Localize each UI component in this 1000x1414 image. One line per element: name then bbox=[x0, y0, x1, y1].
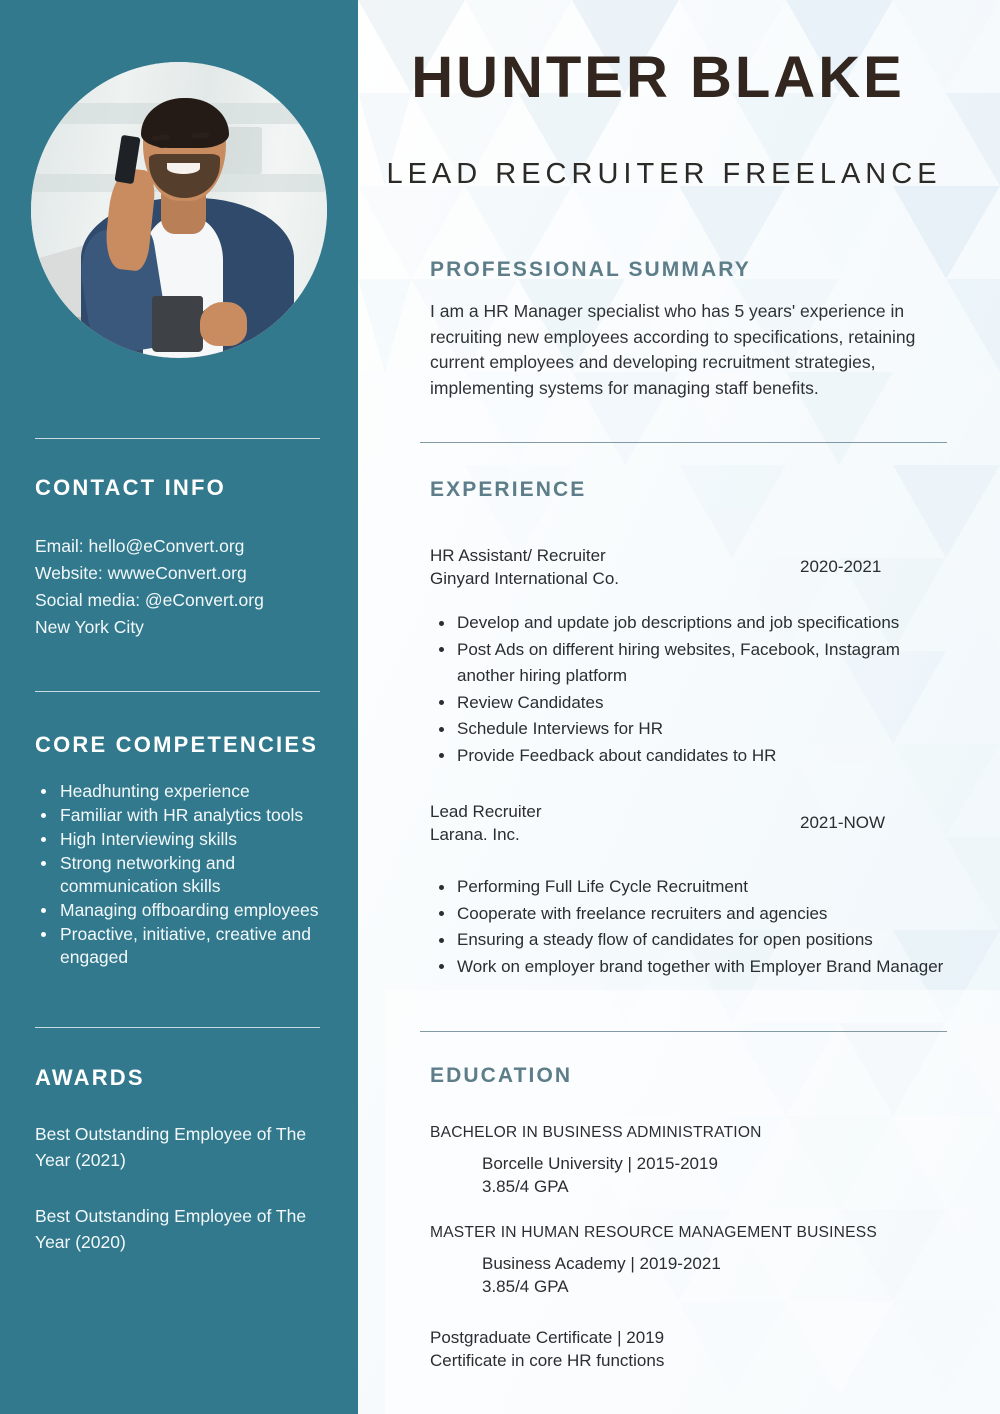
list-item: Familiar with HR analytics tools bbox=[35, 804, 335, 827]
list-item: Work on employer brand together with Employer Brand Manager bbox=[430, 954, 960, 981]
certificate-entry bbox=[430, 1326, 960, 1372]
education-gpa: 3.85/4 GPA bbox=[482, 1277, 569, 1296]
education-school: Borcelle University | 2015-2019 bbox=[482, 1154, 718, 1173]
list-item: Review Candidates bbox=[430, 690, 960, 717]
experience-entry bbox=[430, 800, 960, 980]
job-role: HR Assistant/ Recruiter bbox=[430, 546, 606, 565]
professional-summary-section bbox=[430, 258, 952, 401]
contact-info-title: CONTACT INFO bbox=[35, 475, 226, 500]
list-item: Proactive, initiative, creative and engaged bbox=[35, 923, 335, 969]
certificate-description: Certificate in core HR functions bbox=[430, 1351, 665, 1370]
list-item: Ensuring a steady flow of candidates for open positions bbox=[430, 927, 960, 954]
award-item: Best Outstanding Employee of The Year (2021) bbox=[35, 1124, 307, 1170]
list-item: Strong networking and communication skills bbox=[35, 852, 335, 898]
core-competencies-section bbox=[35, 732, 335, 970]
list-item: Schedule Interviews for HR bbox=[430, 716, 960, 743]
education-school: Business Academy | 2019-2021 bbox=[482, 1254, 721, 1273]
sidebar-divider-3 bbox=[35, 1027, 320, 1028]
divider-before-education bbox=[420, 1031, 947, 1032]
contact-website[interactable]: Website: wwweConvert.org bbox=[35, 563, 247, 583]
list-item: Cooperate with freelance recruiters and agencies bbox=[430, 901, 960, 928]
education-degree: MASTER IN HUMAN RESOURCE MANAGEMENT BUSINESS bbox=[430, 1224, 877, 1241]
list-item: Post Ads on different hiring websites, Facebook, Instagram another hiring platform bbox=[430, 637, 960, 690]
main-content bbox=[358, 0, 1000, 1414]
portrait-photo bbox=[31, 62, 327, 358]
divider-after-summary bbox=[420, 442, 947, 443]
education-gpa: 3.85/4 GPA bbox=[482, 1177, 569, 1196]
sidebar bbox=[0, 0, 358, 1414]
contact-location: New York City bbox=[35, 617, 144, 637]
experience-title: EXPERIENCE bbox=[430, 478, 587, 501]
contact-lines bbox=[35, 533, 335, 641]
certificate-title: Postgraduate Certificate | 2019 bbox=[430, 1328, 665, 1347]
sidebar-divider-2 bbox=[35, 691, 320, 692]
contact-social[interactable]: Social media: @eConvert.org bbox=[35, 590, 264, 610]
awards-section bbox=[35, 1065, 335, 1255]
education-title: EDUCATION bbox=[430, 1064, 573, 1087]
avatar bbox=[31, 62, 327, 358]
contact-email[interactable]: Email: hello@eConvert.org bbox=[35, 536, 245, 556]
job-role-subtitle: LEAD RECRUITER FREELANCE bbox=[386, 158, 942, 190]
list-item: Performing Full Life Cycle Recruitment bbox=[430, 874, 960, 901]
experience-entry bbox=[430, 544, 960, 769]
job-heading bbox=[430, 544, 619, 590]
list-item: Develop and update job descriptions and job specifications bbox=[430, 610, 960, 637]
list-item: Provide Feedback about candidates to HR bbox=[430, 743, 960, 770]
job-company: Larana. Inc. bbox=[430, 825, 520, 844]
awards-list bbox=[35, 1121, 335, 1255]
awards-title: AWARDS bbox=[35, 1065, 145, 1090]
experience-section bbox=[430, 478, 960, 980]
page-title: HUNTER BLAKE bbox=[411, 45, 905, 110]
job-heading bbox=[430, 800, 542, 846]
education-section bbox=[430, 1064, 960, 1372]
contact-info-section bbox=[35, 475, 335, 641]
list-item: Managing offboarding employees bbox=[35, 899, 335, 922]
professional-summary-title: PROFESSIONAL SUMMARY bbox=[430, 258, 751, 281]
job-role: Lead Recruiter bbox=[430, 802, 542, 821]
job-date: 2020-2021 bbox=[800, 557, 882, 576]
list-item: High Interviewing skills bbox=[35, 828, 335, 851]
job-company: Ginyard International Co. bbox=[430, 569, 619, 588]
professional-summary-text: I am a HR Manager specialist who has 5 years' experience in recruiting new employees according to specifications, retaining current employees and developing recruitment strategies, implementing systems for managing staff benefits. bbox=[430, 301, 916, 398]
job-date: 2021-NOW bbox=[800, 813, 886, 832]
education-entry bbox=[430, 1222, 960, 1298]
list-item: Headhunting experience bbox=[35, 780, 335, 803]
education-entry bbox=[430, 1122, 960, 1198]
core-competencies-list bbox=[35, 780, 335, 969]
education-degree: BACHELOR IN BUSINESS ADMINISTRATION bbox=[430, 1124, 762, 1141]
award-item: Best Outstanding Employee of The Year (2020) bbox=[35, 1206, 307, 1252]
core-competencies-title: CORE COMPETENCIES bbox=[35, 732, 319, 757]
sidebar-divider-1 bbox=[35, 438, 320, 439]
